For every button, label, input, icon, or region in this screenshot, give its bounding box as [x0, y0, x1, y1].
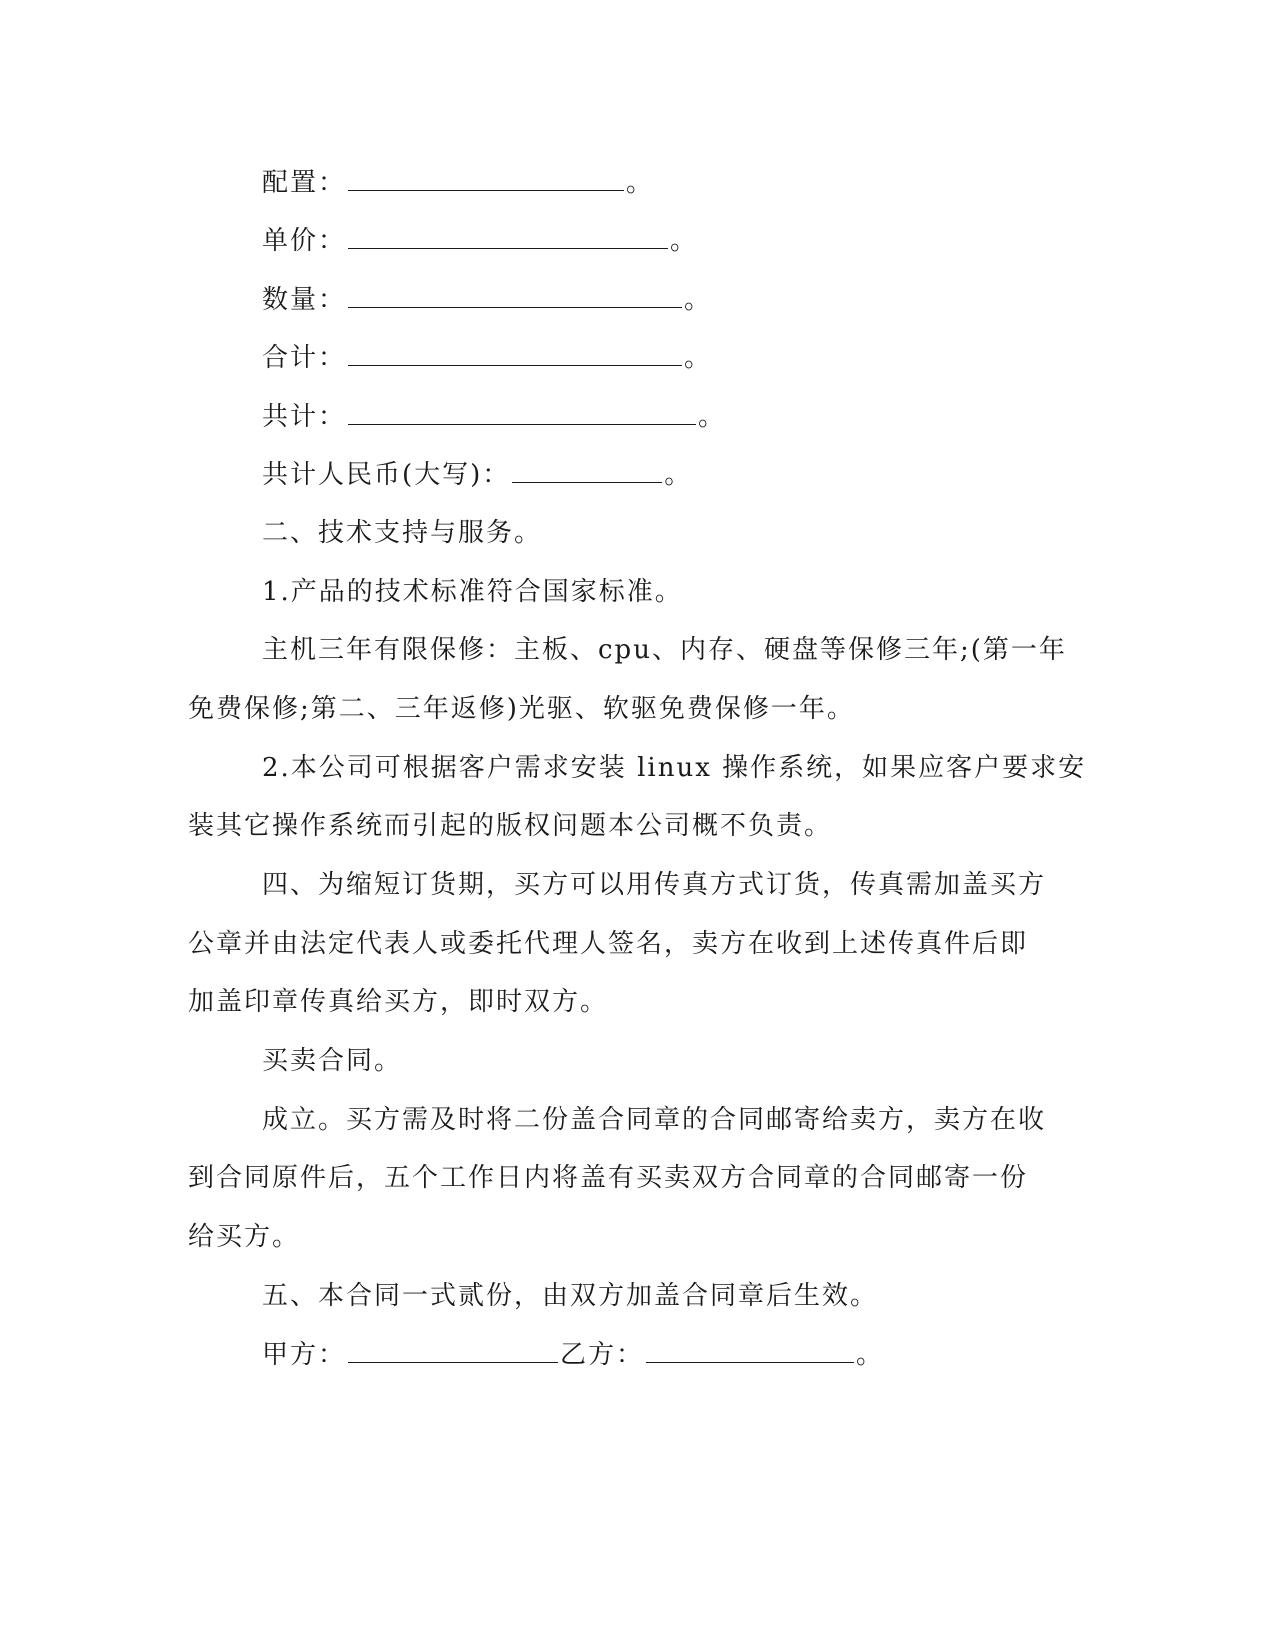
unit-price-blank[interactable] [348, 224, 668, 249]
subtotal-label: 合计： [262, 343, 347, 373]
subtotal-field-row [262, 341, 1162, 374]
section-four-line2: 公章并由法定代表人或委托代理人签名，卖方在收到上述传真件后即 [188, 929, 1029, 959]
section-five-text: 五、本合同一式贰份，由双方加盖合同章后生效。 [262, 1281, 879, 1311]
total-end: 。 [698, 402, 727, 432]
unit-price-end: 。 [670, 226, 699, 256]
contract-line1: 成立。买方需及时将二份盖合同章的合同邮寄给卖方，卖方在收 [262, 1105, 1047, 1135]
subtotal-end: 。 [684, 343, 713, 373]
total-rmb-end: 。 [664, 460, 693, 490]
signature-row [262, 1338, 1162, 1371]
warranty-line2: 免费保修;第二、三年返修)光驱、软驱免费保修一年。 [188, 694, 855, 724]
config-label: 配置： [262, 168, 347, 198]
contract-title: 买卖合同。 [262, 1046, 403, 1076]
contract-line2: 到合同原件后，五个工作日内将盖有买卖双方合同章的合同邮寄一份 [188, 1163, 1029, 1193]
total-blank[interactable] [348, 400, 696, 425]
signature-end: 。 [856, 1340, 885, 1370]
section-two-item2-line2: 装其它操作系统而引起的版权问题本公司概不负责。 [188, 811, 833, 841]
total-rmb-blank[interactable] [512, 458, 662, 483]
total-rmb-field-row [262, 458, 1162, 491]
config-blank[interactable] [348, 166, 624, 191]
section-two-item1: 1.产品的技术标准符合国家标准。 [262, 577, 683, 607]
quantity-blank[interactable] [348, 283, 682, 308]
contract-line3: 给买方。 [188, 1222, 301, 1252]
total-label: 共计： [262, 402, 347, 432]
party-a-label: 甲方： [262, 1340, 347, 1370]
total-field-row [262, 400, 1162, 433]
party-b-blank[interactable] [646, 1338, 854, 1363]
section-two-heading: 二、技术支持与服务。 [262, 518, 543, 548]
config-end: 。 [626, 168, 655, 198]
section-four-line1: 四、为缩短订货期，买方可以用传真方式订货，传真需加盖买方 [262, 870, 1047, 900]
unit-price-label: 单价： [262, 226, 347, 256]
section-two-item2-line1: 2.本公司可根据客户需求安装 linux 操作系统，如果应客户要求安 [262, 753, 1087, 783]
section-four-line3: 加盖印章传真给买方，即时双方。 [188, 987, 609, 1017]
party-a-blank[interactable] [348, 1338, 558, 1363]
quantity-end: 。 [684, 285, 713, 315]
quantity-label: 数量： [262, 285, 347, 315]
unit-price-field-row [262, 224, 1162, 257]
warranty-line1: 主机三年有限保修：主板、cpu、内存、硬盘等保修三年;(第一年 [262, 635, 1067, 665]
quantity-field-row [262, 283, 1162, 316]
subtotal-blank[interactable] [348, 341, 682, 366]
party-b-label: 乙方： [560, 1340, 645, 1370]
total-rmb-label: 共计人民币(大写)： [262, 460, 511, 490]
config-field-row [262, 166, 1162, 199]
